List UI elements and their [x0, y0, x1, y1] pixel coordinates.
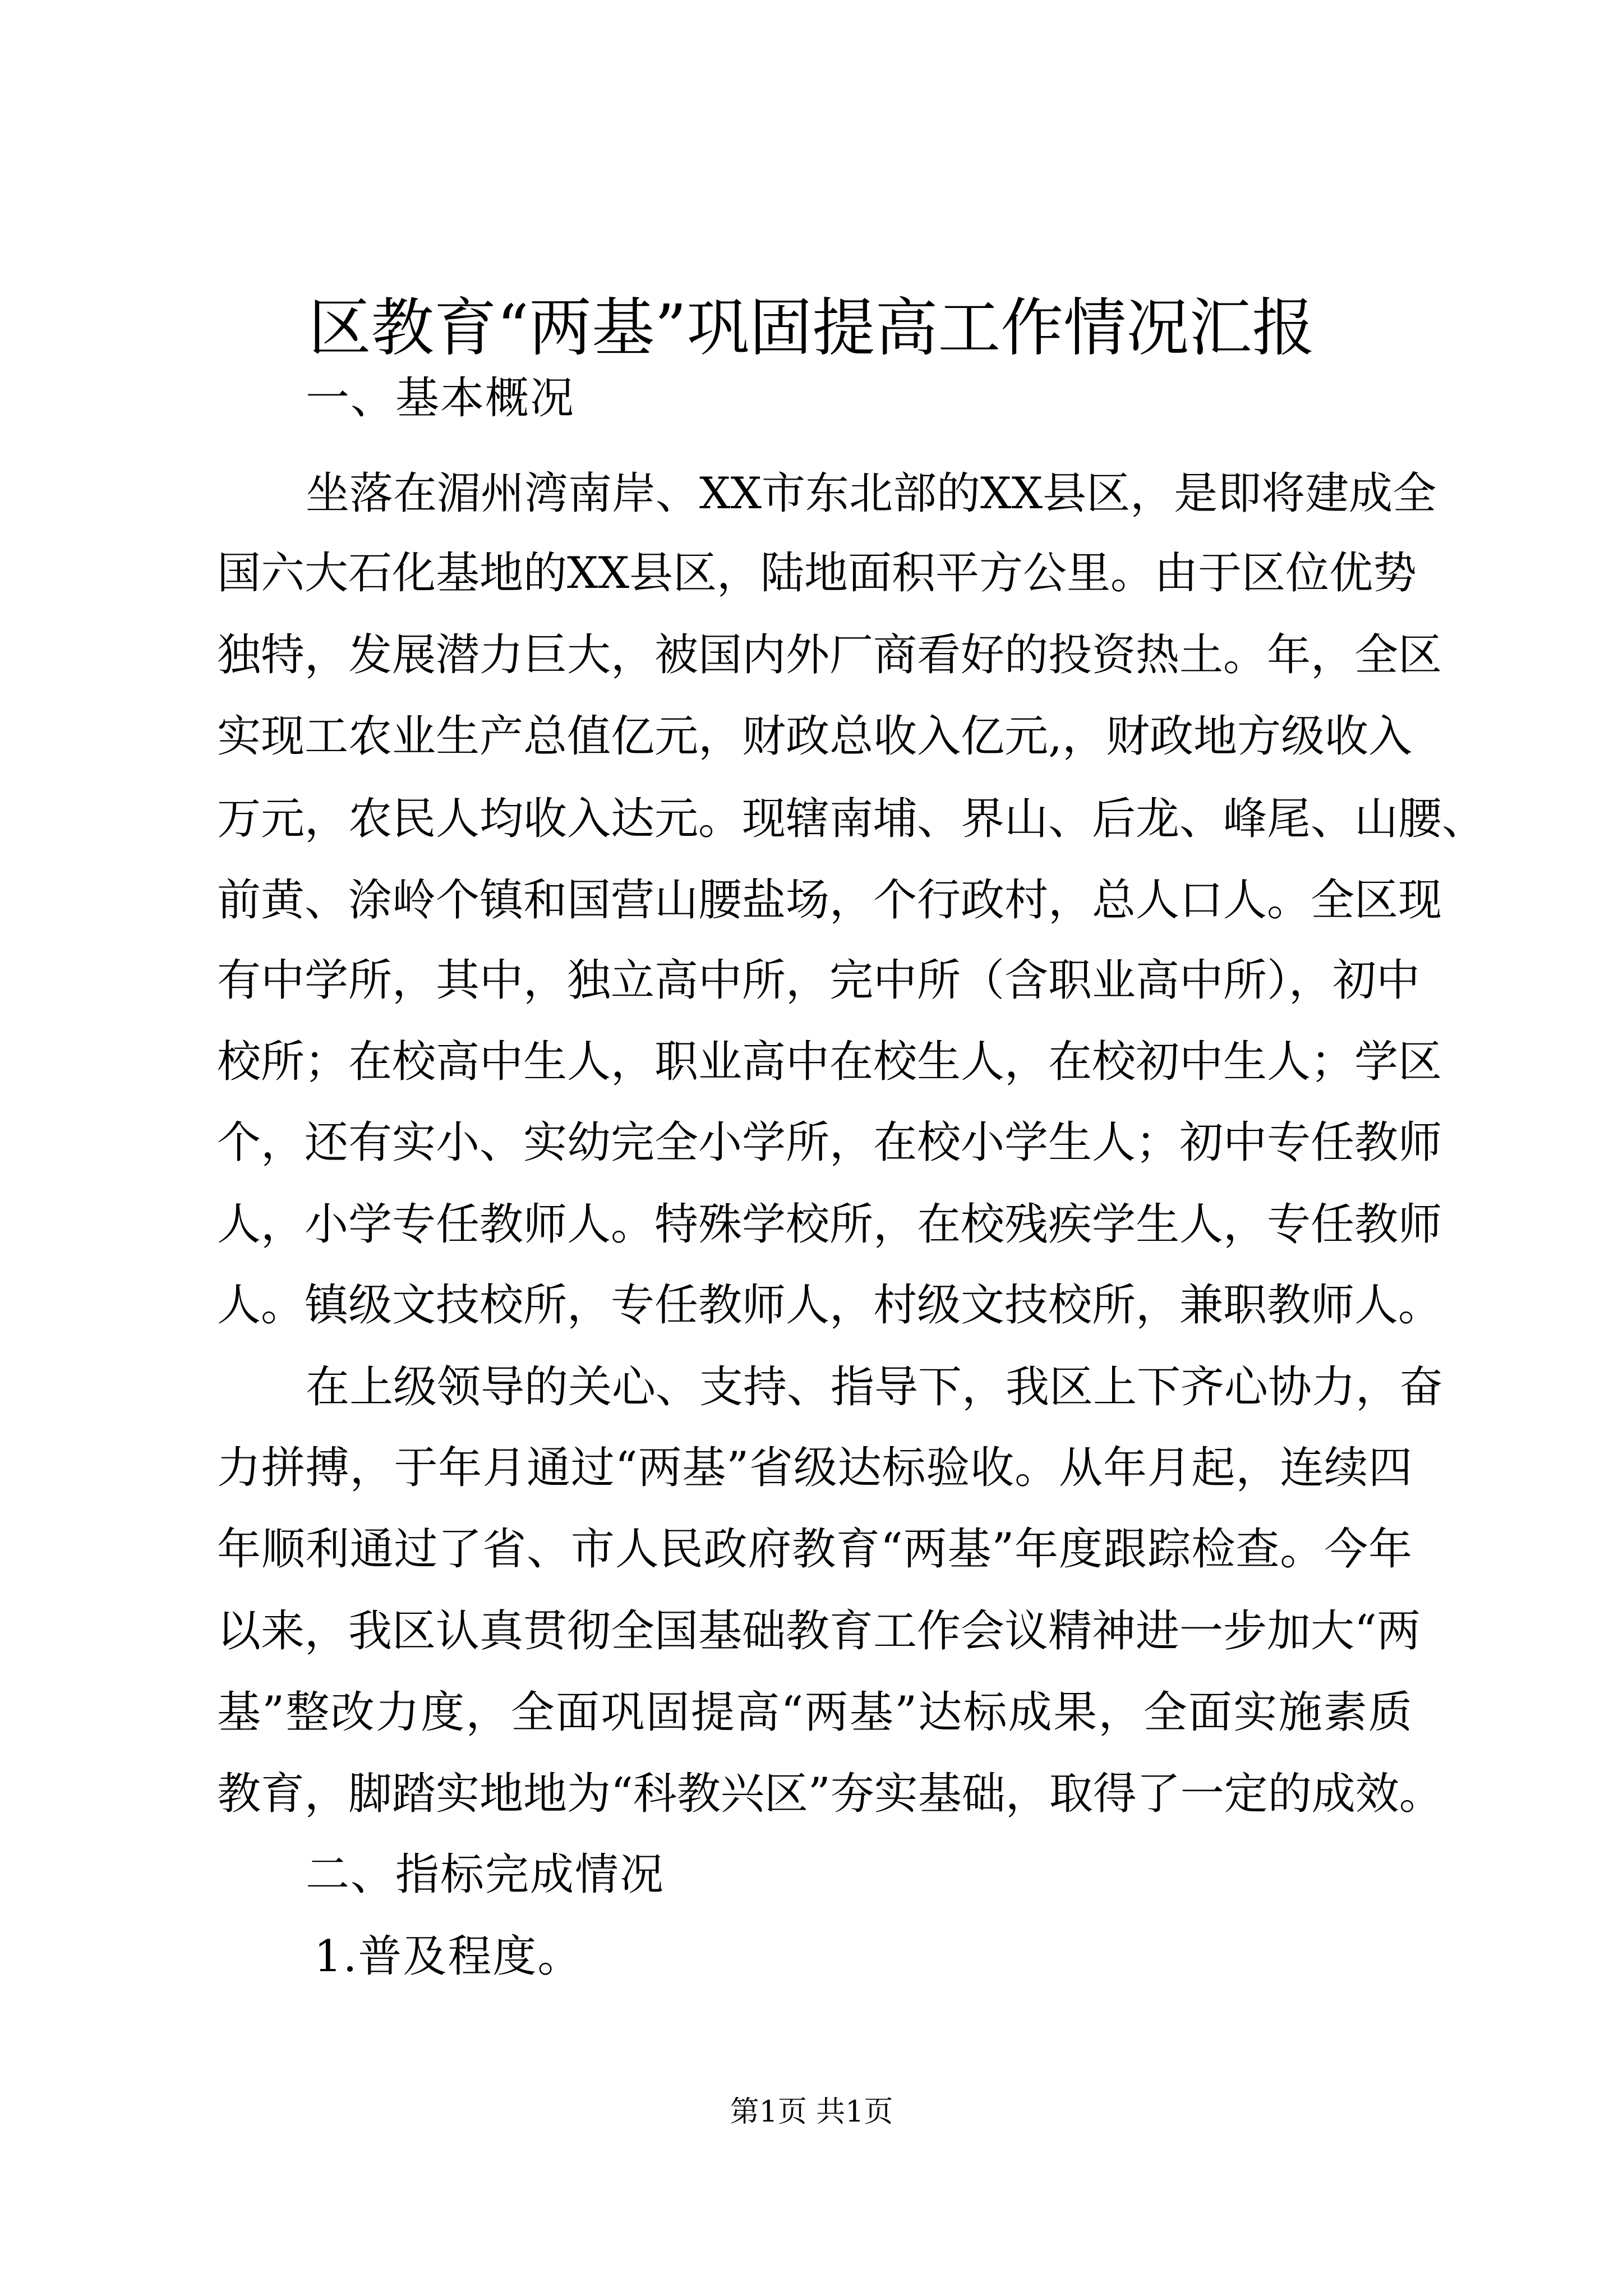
paragraph-line: 人。镇级文技校所，专任教师人，村级文技校所，兼职教师人。	[217, 1280, 1442, 1331]
paragraph-line: 人，小学专任教师人。特殊学校所，在校残疾学生人，专任教师	[217, 1199, 1442, 1250]
subheading-line: 1.普及程度。	[314, 1931, 583, 1982]
page-footer: 第1页 共1页	[730, 2095, 893, 2129]
paragraph-line: 力拼搏，于年月通过“两基”省级达标验收。从年月起，连续四	[217, 1443, 1412, 1493]
paragraph-line: 前黄、涂岭个镇和国营山腰盐场，个行政村，总人口人。全区现	[217, 875, 1442, 926]
heading-line: 一、基本概况	[306, 373, 575, 424]
document-title: 区教育“两基”巩固提高工作情况汇报	[308, 292, 1315, 365]
paragraph-line: 教育，脚踏实地地为“科教兴区”夯实基础，取得了一定的成效。	[217, 1769, 1443, 1819]
paragraph-line: 校所；在校高中生人，职业高中在校生人，在校初中生人；学区	[217, 1037, 1442, 1087]
paragraph-line: 国六大石化基地的XX县区，陆地面积平方公里。由于区位优势	[217, 548, 1417, 599]
paragraph-line: 有中学所，其中，独立高中所，完中所（含职业高中所），初中	[217, 955, 1421, 1006]
paragraph-line: 万元，农民人均收入达元。现辖南埔、界山、后龙、峰尾、山腰、	[217, 794, 1486, 844]
paragraph-line: 个，还有实小、实幼完全小学所，在校小学生人；初中专任教师	[217, 1117, 1442, 1168]
paragraph-line: 基”整改力度，全面巩固提高“两基”达标成果，全面实施素质	[217, 1687, 1412, 1738]
heading-line: 二、指标完成情况	[306, 1849, 665, 1900]
paragraph-line: 实现工农业生产总值亿元，财政总收入亿元,，财政地方级收入	[217, 711, 1412, 762]
paragraph-line: 独特，发展潜力巨大，被国内外厂商看好的投资热土。年，全区	[217, 630, 1442, 680]
paragraph-line: 在上级领导的关心、支持、指导下，我区上下齐心协力，奋	[306, 1362, 1444, 1412]
paragraph-line: 坐落在湄州湾南岸、XX市东北部的XX县区，是即将建成全	[306, 468, 1437, 519]
paragraph-line: 以来，我区认真贯彻全国基础教育工作会议精神进一步加大“两	[217, 1606, 1421, 1657]
paragraph-line: 年顺利通过了省、市人民政府教育“两基”年度跟踪检查。今年	[217, 1524, 1412, 1575]
